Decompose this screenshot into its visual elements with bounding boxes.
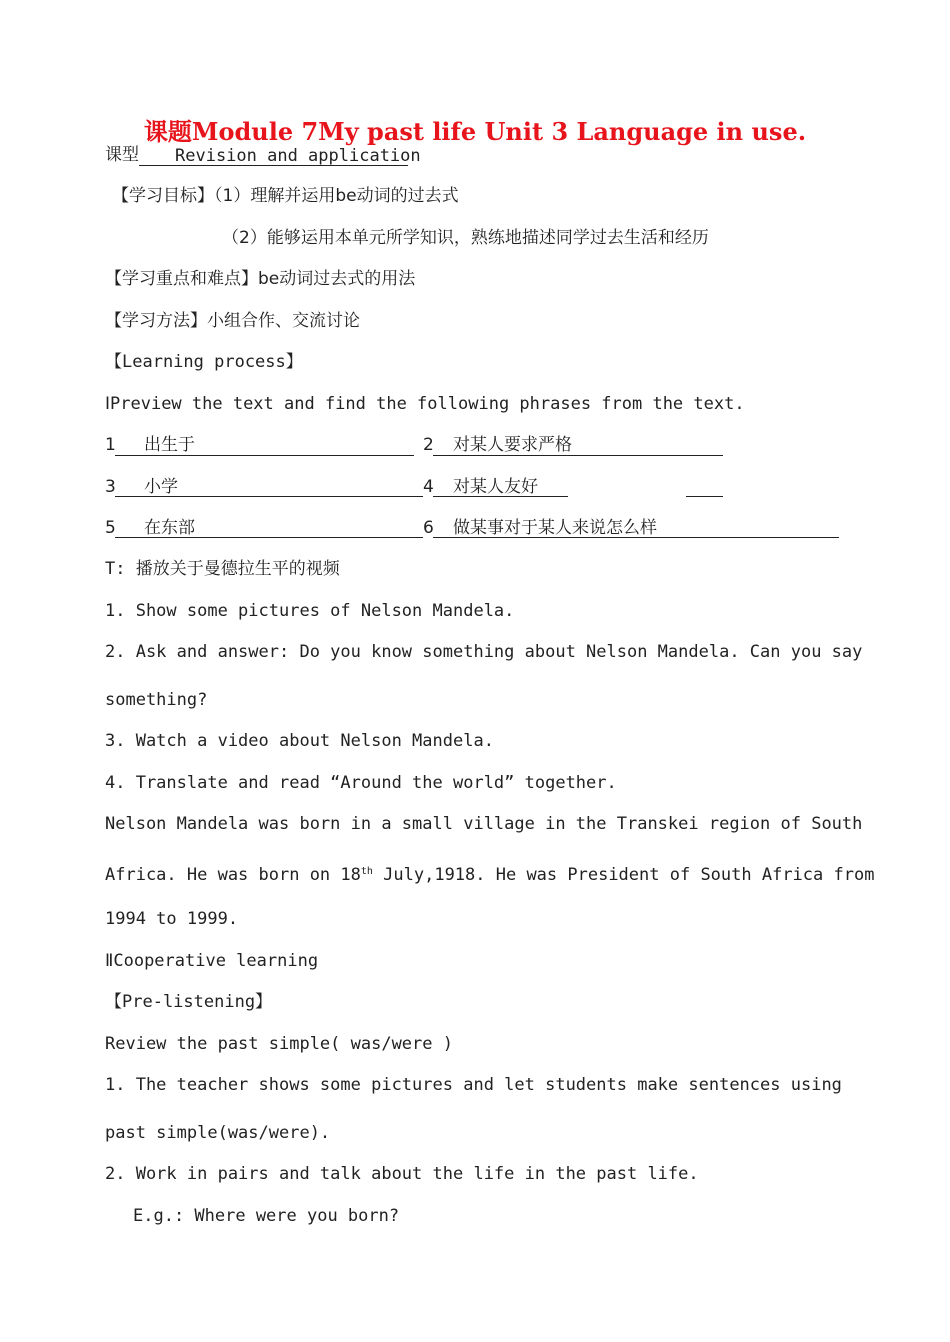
step-4: 4. Translate and read “Around the world” together. xyxy=(105,773,617,793)
phrase-3-num: 3 xyxy=(105,477,116,497)
pre-listening-heading: 【Pre-listening】 xyxy=(105,992,273,1012)
coop-step-1-line-2: past simple(was/were). xyxy=(105,1123,331,1143)
learning-goals-label: 【学习目标】 xyxy=(112,186,214,206)
ordinal-suffix: th xyxy=(360,866,373,877)
phrase-6-text: 做某事对于某人来说怎么样 xyxy=(453,518,657,538)
passage-line-2 xyxy=(105,861,874,886)
phrase-5-num: 5 xyxy=(105,518,116,538)
preview-heading: ⅠPreview the text and find the following phrases from the text. xyxy=(105,394,745,414)
phrase-4-text: 对某人友好 xyxy=(453,477,538,497)
step-3: 3. Watch a video about Nelson Mandela. xyxy=(105,731,494,751)
step-1: 1. Show some pictures of Nelson Mandela. xyxy=(105,601,515,621)
learning-goals-row xyxy=(112,185,459,207)
phrase-6-num: 6 xyxy=(423,518,434,538)
learning-method-row xyxy=(105,310,360,332)
coop-step-2: 2. Work in pairs and talk about the life in the past life. xyxy=(105,1164,699,1184)
lesson-type-value: Revision and application xyxy=(175,146,421,166)
phrase-4-answer-line-end xyxy=(686,496,723,497)
passage-line-2-start: Africa. He was born on 18 xyxy=(105,865,361,885)
step-2-line-2: something? xyxy=(105,690,208,710)
coop-step-1-line-1: 1. The teacher shows some pictures and let students make sentences using xyxy=(105,1075,842,1095)
key-points-label: 【学习重点和难点】 xyxy=(105,269,258,289)
review-past-simple: Review the past simple( was/were ) xyxy=(105,1034,453,1054)
phrase-1-text: 出生于 xyxy=(144,435,195,455)
learning-goal-1: （1）理解并运用be动词的过去式 xyxy=(214,186,459,206)
phrase-2-text: 对某人要求严格 xyxy=(453,435,572,455)
phrase-1-num: 1 xyxy=(105,435,116,455)
learning-method-label: 【学习方法】 xyxy=(105,311,207,331)
key-points-text: be动词过去式的用法 xyxy=(258,269,416,289)
passage-line-2-end: July,1918. He was President of South Africa from xyxy=(372,865,875,885)
lesson-type-row xyxy=(105,144,421,166)
passage-line-3: 1994 to 1999. xyxy=(105,909,239,929)
phrase-3-text: 小学 xyxy=(144,477,178,497)
learning-method-text: 小组合作、交流讨论 xyxy=(207,311,360,331)
step-2-line-1: 2. Ask and answer: Do you know something about Nelson Mandela. Can you say xyxy=(105,642,863,662)
key-points-row xyxy=(105,268,415,290)
phrase-5-text: 在东部 xyxy=(144,518,195,538)
phrase-2-num: 2 xyxy=(423,435,434,455)
lesson-type-label: 课型 xyxy=(105,145,139,165)
cooperative-learning-heading: ⅡCooperative learning xyxy=(105,951,319,971)
teacher-note: T: 播放关于曼德拉生平的视频 xyxy=(105,559,340,579)
passage-line-1: Nelson Mandela was born in a small village in the Transkei region of South xyxy=(105,814,863,834)
learning-process-heading: 【Learning process】 xyxy=(105,352,303,372)
example-question: E.g.: Where were you born? xyxy=(133,1206,400,1226)
learning-goal-2: （2）能够运用本单元所学知识，熟练地描述同学过去生活和经历 xyxy=(222,228,709,248)
lesson-type-value-underline xyxy=(139,145,421,166)
phrase-4-num: 4 xyxy=(423,477,434,497)
document-title: 课题Module 7My past life Unit 3 Language in use. xyxy=(143,117,807,146)
